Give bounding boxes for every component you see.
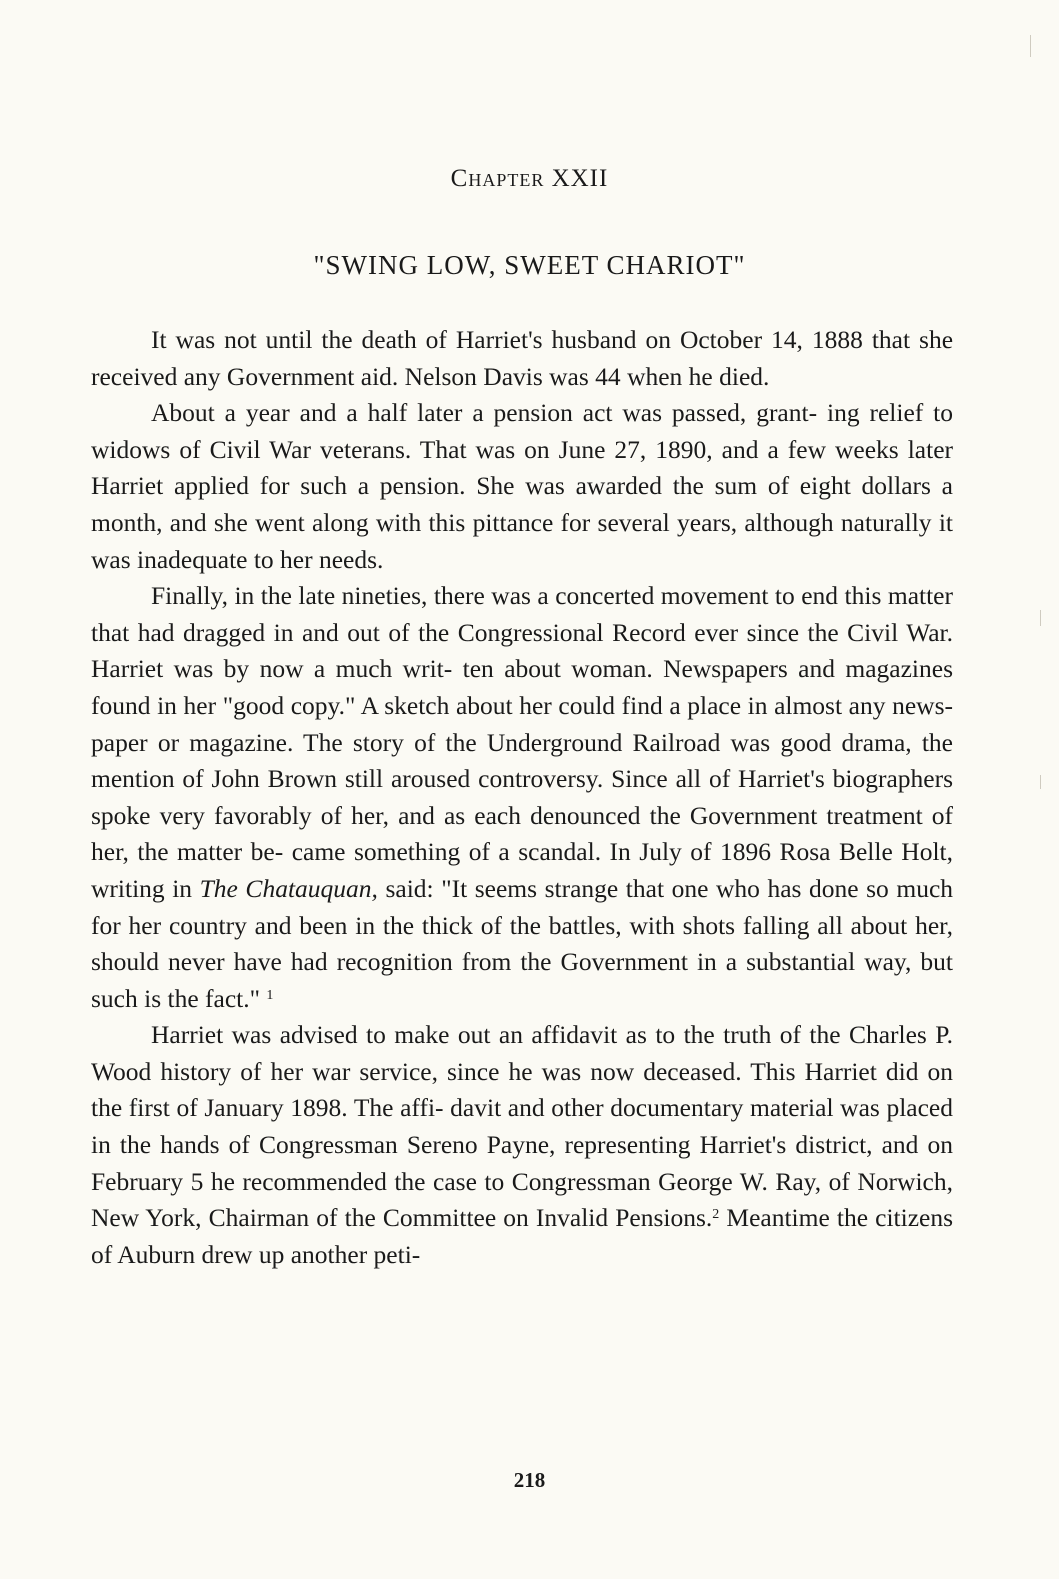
page-edge-mark — [1030, 35, 1031, 57]
paragraph-1 — [91, 322, 953, 395]
paragraph-4 — [91, 1017, 953, 1273]
paragraph-3-quote: said: "It seems strange that one who has done so much for her country and been in the thick of the battles, with shots falling all about her, should never have had recognition from the Government in a substantial way, but such is the fact." — [91, 873, 954, 1013]
paragraph-2-line: 1890, and a few weeks later Harriet applied for such a pension. — [91, 434, 954, 501]
paragraph-1-line: It was not until the death of Harriet's husband on October 14, — [151, 325, 803, 354]
paragraph-3 — [91, 578, 953, 1017]
paragraph-2-line: ing relief to widows of Civil War veterans. That was on June 27, — [91, 398, 954, 464]
paragraph-1-line: when he died. — [627, 361, 770, 391]
footnote-ref-2: 2 — [712, 1207, 720, 1223]
paragraph-2-line: along with this pittance for several years, although naturally it — [311, 507, 953, 537]
paragraph-4-continuation: Meantime the citizens of Auburn drew up another peti- — [91, 1203, 954, 1269]
paragraph-2-line: She was awarded the sum of eight dollars a month, and she went — [91, 471, 953, 537]
chapter-label-prefix: Chapter — [450, 165, 545, 192]
paragraph-1-line: 1888 that she received any Government aid. Nelson Davis was 44 — [91, 325, 954, 391]
periodical-title: The Chatauquan, — [199, 873, 378, 903]
chapter-label — [0, 165, 1059, 193]
page-edge-mark — [1040, 775, 1041, 789]
paragraph-2-line: About a year and a half later a pension act was passed, grant- — [151, 398, 818, 428]
page-number: 218 — [513, 1468, 546, 1492]
chapter-label-numeral: XXII — [551, 165, 609, 192]
paragraph-3-text: Finally, in the late nineties, there was a concerted movement to end this matter that had dragged in and out of the Congressional Record ever since the Civil War. Harriet was by now a much writ- ten about woman. Newspapers and magazines found in her "good copy." A sketch about her could find a place in almost any news- paper or magazine. The story of the Underground Railroad was good drama, the mention of John Brown still aroused controversy. Since all of Harriet's biographers spoke very favorably of her, and as each denounced the Government treatment of her, the matter be- came something of a scandal. In July of 1896 Rosa Belle Holt, writing in — [91, 581, 953, 903]
body-text — [91, 322, 953, 1273]
page-edge-mark — [1040, 610, 1041, 626]
paragraph-4-text: Harriet was advised to make out an affidavit as to the truth of the Charles P. Wood history of her war service, since he was now deceased. This Harriet did on the first of January 1898. The affi- davit and other documentary material was placed in the hands of Congressman Sereno Payne, representing Harriet's district, and on February 5 he recommended the case to Congressman George W. Ray, of Norwich, New York, Chairman of the Committee on Invalid Pensions. — [91, 1020, 953, 1233]
paragraph-2 — [91, 395, 953, 578]
footnote-ref-1: 1 — [266, 987, 274, 1003]
chapter-title: "SWING LOW, SWEET CHARIOT" — [313, 250, 746, 280]
paragraph-2-line: was inadequate to her needs. — [91, 544, 384, 574]
